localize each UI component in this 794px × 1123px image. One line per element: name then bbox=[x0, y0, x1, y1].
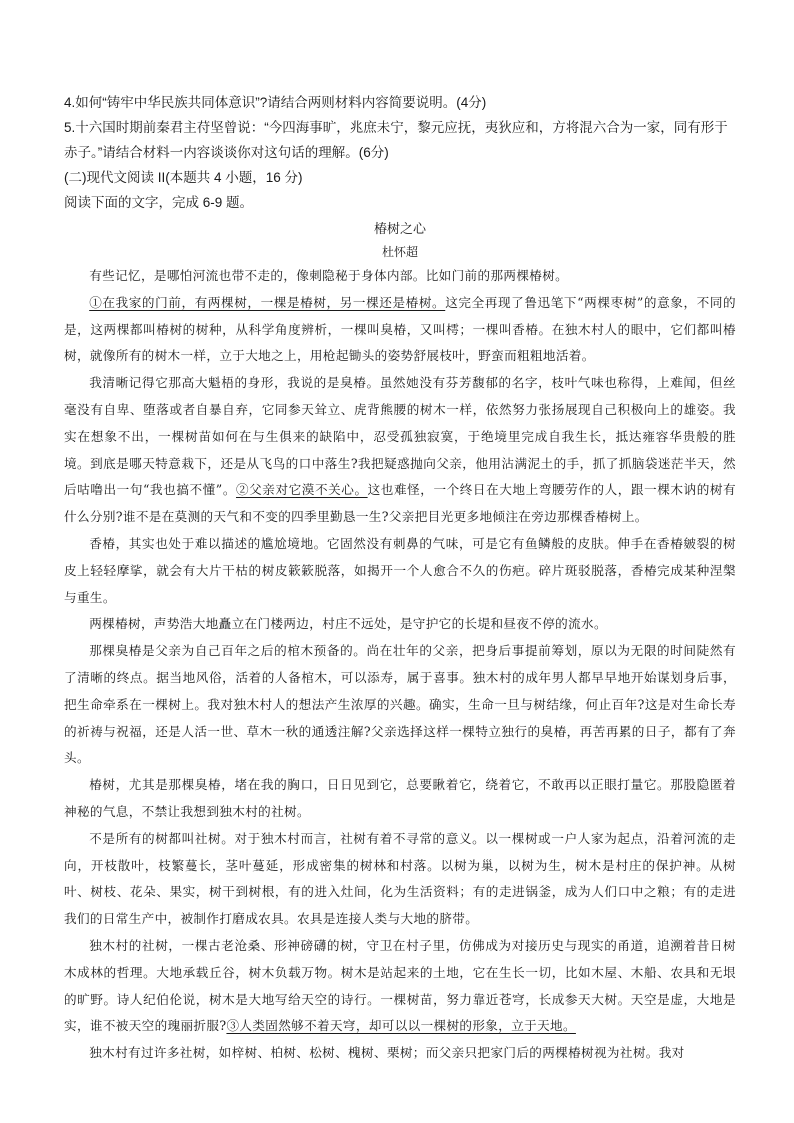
section-instruction: 阅读下面的文字，完成 6-9 题。 bbox=[64, 195, 254, 210]
underlined-sentence-1: ①在我家的门前，有两棵树，一棵是椿树，另一棵还是椿树。 bbox=[89, 294, 446, 310]
question-5: 5.十六国时期前秦君主苻坚曾说：“今四海事旷，兆庶未宁，黎元应抚，夷狄应和，方将混六合为一家，同有形于赤子。”请结合材料一内容谈谈你对这句话的理解。(6分) bbox=[64, 120, 728, 160]
paragraph-9 bbox=[64, 933, 736, 1040]
question-4: 4.如何“铸牢中华民族共同体意识”?请结合两则材料内容简要说明。(4分) bbox=[64, 95, 487, 110]
paragraph-8: 不是所有的树都叫社树。对于独木村而言，社树有着不寻常的意义。以一棵树或一户人家为起点，沿着河流的走向，开枝散叶，枝繁蔓长，茎叶蔓延，形成密集的树林和村落。以树为巢，以树为生，树木是村庄的保护神。从树叶、树枝、花朵、果实，树干到树根，有的进入灶间，化为生活资料；有的走进锅釜，成为人们口中之粮；有的走进我们的日常生产中，被制作打磨成农具。农具是连接人类与大地的脐带。 bbox=[64, 830, 736, 927]
paragraph-4: 香椿，其实也处于难以描述的尴尬境地。它固然没有刺鼻的气味，可是它有鱼鳞般的皮肤。伸手在香椿皴裂的树皮上轻轻摩挲，就会有大片干枯的树皮簌簌脱落，如揭开一个人愈合不久的伤疤。碎片斑驳脱落，香椿完成某种涅槃与重生。 bbox=[64, 535, 736, 605]
paragraph-9-text: 独木村的社树，一棵古老沧桑、形神磅礴的树，守卫在村子里，仿佛成为对接历史与现实的甬道，追溯着昔日树木成林的哲理。大地承载丘谷，树木负载万物。树木是站起来的土地，它在生长一切，比如木屋、木船、农具和无垠的旷野。诗人纪伯伦说，树木是大地写给天空的诗行。一棵树苗，努力靠近苍穹，长成参天大树。天空是虚，大地是实，谁不被天空的瑰丽折服? bbox=[64, 937, 736, 1034]
underlined-sentence-2: ②父亲对它漠不关心。 bbox=[235, 482, 368, 498]
paragraph-3-text-a: 我清晰记得它那高大魁梧的身形，我说的是臭椿。虽然她没有芬芳馥郁的名字，枝叶气味也称得，上难闻，但丝毫没有自卑、堕落或者自暴自弃，它同参天耸立、虎背熊腰的树木一样，依然努力张扬展现自己积极向上的雄姿。我实在想象不出，一棵树苗如何在与生俱来的缺陷中，忍受孤独寂寞，于绝境里完成自我生长，抵达雍容华贵般的胜境。到底是哪天特意栽下，还是从飞鸟的口中落生?我把疑惑抛向父亲，他用沾满泥土的手，抓了抓脑袋迷茫半天，然后咕噜出一句“我也搞不懂”。 bbox=[64, 375, 736, 498]
paragraph-1: 有些记忆，是哪怕河流也带不走的，像刺隐秘于身体内部。比如门前的那两棵椿树。 bbox=[89, 268, 569, 283]
section-heading: (二)现代文阅读 II(本题共 4 小题，16 分) bbox=[64, 170, 303, 185]
paragraph-7: 椿树，尤其是那棵臭椿，堵在我的胸口，日日见到它，总要瞅着它，绕着它，不敢再以正眼打量它。那股隐匿着神秘的气息，不禁让我想到独木村的社树。 bbox=[64, 777, 736, 819]
article-author: 杜怀超 bbox=[381, 245, 418, 259]
paragraph-2-text: 这完全再现了鲁迅笔下“两棵枣树”的意象，不同的是，这两棵都叫椿树的树种，从科学角度辨析，一棵叫臭椿，又叫樗；一棵叫香椿。在独木村人的眼中，它们都叫椿树，就像所有的树木一样，立于大地之上，用枪起锄头的姿势舒展枝叶，野蛮而粗粗地活着。 bbox=[64, 294, 736, 364]
underlined-sentence-3: ③人类固然够不着天穹，却可以以一棵树的形象，立于天地。 bbox=[226, 1018, 576, 1034]
article-title: 椿树之心 bbox=[373, 222, 426, 237]
paragraph-2 bbox=[64, 290, 736, 370]
paragraph-10: 独木村有过许多社树，如梓树、柏树、松树、槐树、栗树；而父亲只把家门后的两棵椿树视为社树。我对 bbox=[89, 1045, 685, 1061]
paragraph-3-text-b: 这也难怪，一个终日在大地上弯腰劳作的人，跟一棵木讷的树有什么分别?谁不是在莫测的天气和不变的四季里勤恳一生?父亲把目光更多地倾注在旁边那棵香椿树上。 bbox=[64, 482, 736, 525]
exam-page bbox=[64, 90, 736, 1067]
paragraph-3 bbox=[64, 370, 736, 531]
paragraph-5: 两棵椿树，声势浩大地矗立在门楼两边，村庄不远处，是守护它的长堤和昼夜不停的流水。 bbox=[89, 616, 607, 632]
paragraph-6: 那棵臭椿是父亲为自己百年之后的棺木预备的。尚在壮年的父亲，把身后事提前筹划，原以为无限的时间陡然有了清晰的终点。据当地风俗，活着的人备棺木，可以添寿，属于喜事。独木村的成年男人都早早地开始谋划身后事，把生命牵系在一棵树上。我对独木村人的想法产生浓厚的兴趣。确实，生命一旦与树结缘，何止百年?这是对生命长寿的祈祷与祝福，还是人活一世、草木一秋的通透注解?父亲选择这样一棵特立独行的臭椿，再苦再累的日子，都有了奔头。 bbox=[64, 643, 736, 766]
